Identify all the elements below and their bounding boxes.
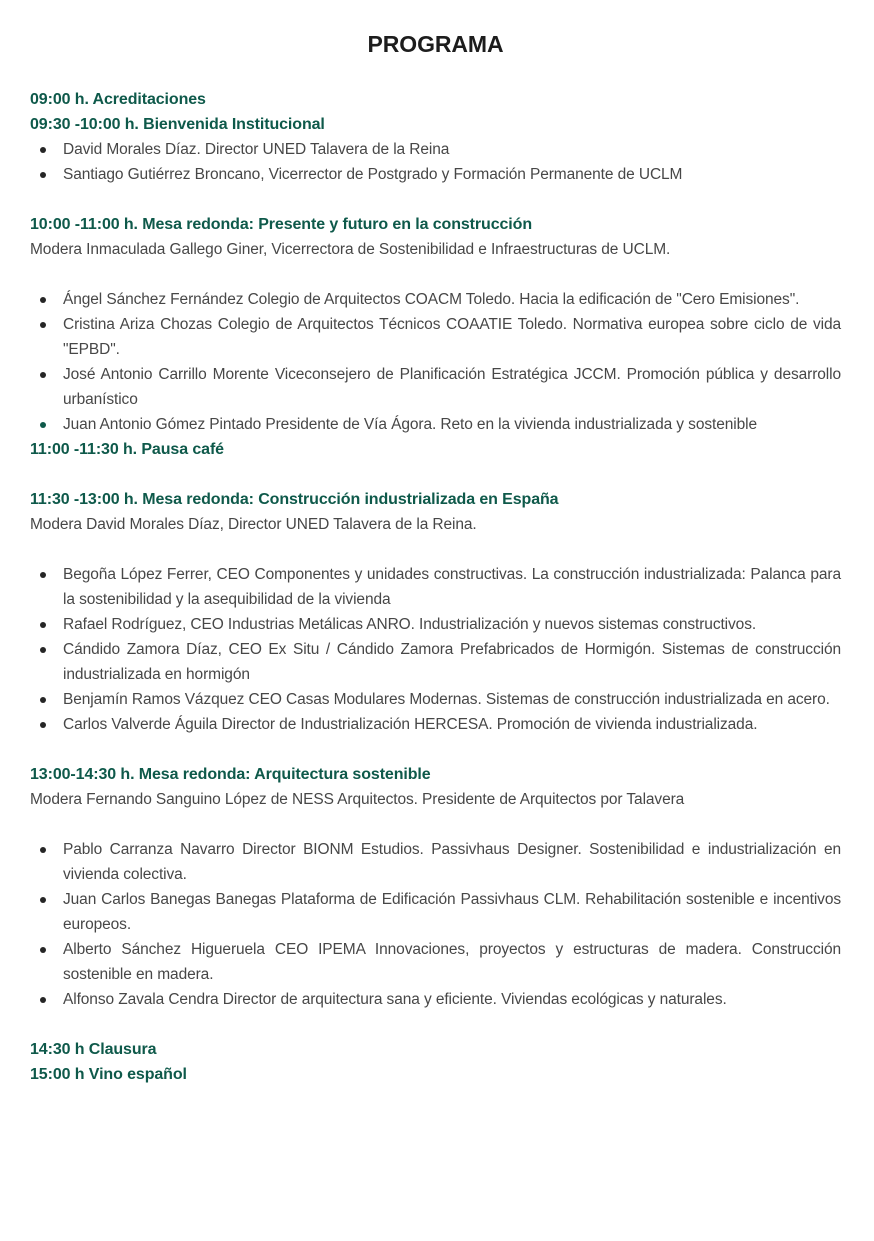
bullet-icon-accent (40, 422, 46, 428)
bullet-icon (40, 372, 46, 378)
schedule-heading-clausura: 14:30 h Clausura (30, 1041, 157, 1058)
moderator-line: Modera Fernando Sanguino López de NESS Arquitectos. Presidente de Arquitectos por Talavera (30, 791, 685, 808)
bullet-icon (40, 172, 46, 178)
schedule-heading-vino: 15:00 h Vino español (30, 1066, 187, 1083)
section-mesa-arquitectura-sostenible (30, 762, 841, 1012)
list-item (30, 412, 841, 437)
list-item (30, 162, 841, 187)
speaker-text: Carlos Valverde Águila Director de Industrialización HERCESA. Promoción de vivienda industrializada. (63, 716, 758, 733)
speaker-text: Ángel Sánchez Fernández Colegio de Arquitectos COACM Toledo. Hacia la edificación de "Cero Emisiones". (63, 291, 800, 308)
moderator-line: Modera Inmaculada Gallego Giner, Vicerrectora de Sostenibilidad e Infraestructuras de UCLM. (30, 241, 671, 258)
section-mesa-construccion-industrializada (30, 487, 841, 737)
list-item (30, 687, 841, 712)
speaker-text: José Antonio Carrillo Morente Viceconsejero de Planificación Estratégica JCCM. Promoción pública y desarrollo urbanístico (63, 366, 841, 408)
section-pausa-cafe (30, 437, 841, 462)
schedule-heading-acreditaciones: 09:00 h. Acreditaciones (30, 91, 206, 108)
list-item (30, 637, 841, 687)
speaker-text: Begoña López Ferrer, CEO Componentes y unidades constructivas. La construcción industrializada: Palanca para la sostenibilidad y la asequibilidad de la vivienda (63, 566, 841, 608)
speaker-text: Pablo Carranza Navarro Director BIONM Estudios. Passivhaus Designer. Sostenibilidad e industrialización en vivienda colectiva. (63, 841, 841, 883)
list-item (30, 137, 841, 162)
speaker-list-bienvenida (30, 137, 841, 187)
bullet-icon (40, 147, 46, 153)
speaker-text: Juan Antonio Gómez Pintado Presidente de Vía Ágora. Reto en la vivienda industrializada y sostenible (63, 416, 757, 433)
section-mesa-presente-futuro (30, 212, 841, 437)
list-item (30, 362, 841, 412)
bullet-icon (40, 947, 46, 953)
speaker-text: Cándido Zamora Díaz, CEO Ex Situ / Cándido Zamora Prefabricados de Hormigón. Sistemas de construcción industrializada en hormigón (63, 641, 841, 683)
speaker-text: Alberto Sánchez Higueruela CEO IPEMA Innovaciones, proyectos y estructuras de madera. Construcción sostenible en madera. (63, 941, 841, 983)
list-item (30, 987, 841, 1012)
section-clausura (30, 1037, 841, 1087)
bullet-icon (40, 622, 46, 628)
bullet-icon (40, 897, 46, 903)
speaker-list-mesa2 (30, 562, 841, 737)
speaker-text: Santiago Gutiérrez Broncano, Vicerrector de Postgrado y Formación Permanente de UCLM (63, 166, 683, 183)
bullet-icon (40, 322, 46, 328)
speaker-text: Alfonso Zavala Cendra Director de arquitectura sana y eficiente. Viviendas ecológicas y naturales. (63, 991, 727, 1008)
speaker-list-mesa3 (30, 837, 841, 1012)
list-item (30, 612, 841, 637)
moderator-line: Modera David Morales Díaz, Director UNED Talavera de la Reina. (30, 516, 477, 533)
bullet-icon (40, 847, 46, 853)
speaker-text: Juan Carlos Banegas Banegas Plataforma de Edificación Passivhaus CLM. Rehabilitación sostenible e incentivos europeos. (63, 891, 841, 933)
bullet-icon (40, 572, 46, 578)
bullet-icon (40, 697, 46, 703)
speaker-text: David Morales Díaz. Director UNED Talavera de la Reina (63, 141, 450, 158)
page-title: PROGRAMA (367, 31, 504, 57)
list-item (30, 562, 841, 612)
schedule-heading-bienvenida: 09:30 -10:00 h. Bienvenida Institucional (30, 116, 325, 133)
bullet-icon (40, 722, 46, 728)
list-item (30, 312, 841, 362)
bullet-icon (40, 647, 46, 653)
schedule-heading-pausa: 11:00 -11:30 h. Pausa café (30, 441, 224, 458)
section-acreditaciones (30, 87, 841, 112)
schedule-heading-mesa2: 11:30 -13:00 h. Mesa redonda: Construcción industrializada en España (30, 491, 559, 508)
schedule-heading-mesa1: 10:00 -11:00 h. Mesa redonda: Presente y futuro en la construcción (30, 216, 533, 233)
bullet-icon (40, 297, 46, 303)
speaker-list-mesa1 (30, 287, 841, 437)
speaker-text: Cristina Ariza Chozas Colegio de Arquitectos Técnicos COAATIE Toledo. Normativa europea sobre ciclo de vida "EPBD". (63, 316, 841, 358)
schedule-heading-mesa3: 13:00-14:30 h. Mesa redonda: Arquitectura sostenible (30, 766, 431, 783)
speaker-text: Rafael Rodríguez, CEO Industrias Metálicas ANRO. Industrialización y nuevos sistemas constructivos. (63, 616, 757, 633)
list-item (30, 287, 841, 312)
list-item (30, 937, 841, 987)
bullet-icon (40, 997, 46, 1003)
list-item (30, 887, 841, 937)
speaker-text: Benjamín Ramos Vázquez CEO Casas Modulares Modernas. Sistemas de construcción industrializada en acero. (63, 691, 830, 708)
list-item (30, 837, 841, 887)
section-bienvenida (30, 112, 841, 187)
list-item (30, 712, 841, 737)
